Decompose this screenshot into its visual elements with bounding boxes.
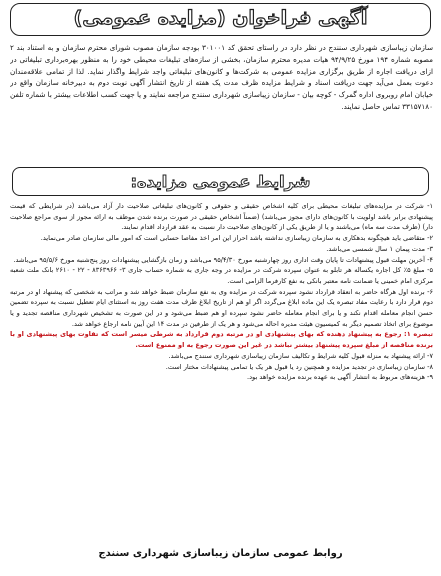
condition-note: تبصره ۱: رجوع به پیشنهاد دهنده که بهای پیشنهادی او در مرتبه دوم قرارداد به شرطی میسر است که تفاوت بهای پیشنهادی او با برنده مناقصه از مبلغ سپرده پیشنهاد بیشتر نباشد در غیر این صورت رجوع به او ممنوع است. [10, 330, 433, 350]
page-title: آگهی فراخوان (مزایده عمومی) [73, 7, 368, 29]
condition-item: ۱- شرکت در مزایده‌های تبلیغات محیطی برای کلیه اشخاص حقیقی و حقوقی و کانون‌های تبلیغاتی صلاحیت دار آزاد می‌باشد (در شرایطی که قیمت پیشنهادی برابر باشد اولویت با کانون‌های دارای مجوز می‌باشد) (ضمناً اشخاص حقیقی در صورت برنده شدن موظف به ارائه مجوز از سوی مراجع صلاحیت دار) (ظرف مدت سه ماه) می‌باشند و یا از طریق یکی از کانون‌های صلاحیت دار نسبت به عقد قرارداد اقدام نمایند. [10, 202, 433, 232]
condition-item: ۷- ارائه پیشنهاد به منزله قبول کلیه شرایط و تکالیف سازمان زیباسازی شهرداری سنندج می‌باشد. [168, 351, 433, 360]
conditions-title: شرایط عمومی مزایده: [130, 172, 311, 191]
condition-item: ۳- مدت پیمان ۱ سال شمسی می‌باشد. [326, 244, 433, 253]
condition-item: ۹- هزینه‌های مربوط به انتشار آگهی به عهده برنده مزایده خواهد بود. [247, 373, 433, 382]
condition-item: ۴- آخرین مهلت قبول پیشنهادات تا پایان وقت اداری روز چهارشنبه مورخ ۹۵/۴/۳۰ می‌باشد و زمان بازگشایی پیشنهادات روز پنج‌شنبه مورخ ۹۵/۵/۶ می‌باشد. [13, 255, 433, 264]
condition-item: ۲- متقاضی باید هیچگونه بدهکاری به سازمان زیباسازی نداشته باشد احراز این امر اخذ مفاصا حسابی است که امور مالی سازمان صادر می‌نماید. [40, 234, 433, 243]
condition-item: ۵- مبلغ ۵٪ کل اجاره یکساله هر تابلو به عنوان سپرده شرکت در مزایده در وجه جاری به شماره حساب جاری ۳- ۸۳۶۳۹۶۶ - ۲۲ - ۲۶۱۰ بانک ملت شعبه مرکزی امام خمینی یا ضمانت نامه معتبر بانکی به نفع کارفرما الزامی است. [10, 266, 433, 285]
condition-item: ۸- سازمان زیباسازی در تجدید مزایده و همچنین رد یا قبول هر یک یا تمامی پیشنهادات مختار است. [165, 362, 433, 371]
condition-item: ۶- برنده اول هرگاه حاضر به انعقاد قرارداد نشود سپرده شرکت در مزایده وی به نفع سازمان ضبط خواهد شد و مراتب به شخصی که پیشنهاد او در مرتبه دوم قرار دارد با رعایت مفاد تبصره یک این ماده ابلاغ می‌گردد اگر او هم از تاریخ ابلاغ ظرف مدت هفت روز به استثنای ایام تعطیل نسبت به سپرده تضمین حسن انجام معامله اقدام نکند و یا برای انجام معامله حاضر نشود سپرده او هم ضبط می‌شود و در این صورت به تشخیص شهرداری مناقصه تجدید و یا موضوع برای اتخاذ تصمیم دیگر به کمیسیون هیئت مدیره احاله می‌شود و هر یک از طرفین در مدت ۱۴ این آیین نامه ارجاع خواهد شد. [10, 287, 433, 328]
intro-paragraph: سازمان زیباسازی شهرداری سنندج در نظر دارد در راستای تحقق کد ۳۰۱۰۰۱ بودجه سازمان مصوب شورای محترم سازمان و به استناد بند ۲ مصوبه شماره ۱۹۴ مورخ ۹۴/۹/۲۵ هیات مدیره محترم سازمان، بخشی از سازه‌های تبلیغات محیطی خود را به منظور بهره‌برداری تبلیغاتی در ازای دریافت اجاره از طریق برگزاری مزایده عمومی به شرکت‌ها و کانون‌های تبلیغاتی واجد شرایط واگذار نماید. لذا از تمامی علاقه‌مندان دعوت بعمل می‌آید جهت دریافت اسناد و شرایط مزایده ظرف مدت یک هفته از تاریخ انتشار آگهی نوبت دوم به دبیرخانه سازمان واقع در خیابان امام روبروی اداره گمرک - کوچه بیان - سازمان زیباسازی شهرداری سنندج مراجعه نمایند و یا جهت کسب اطلاعات بیشتر با شماره تلفن ۳۳۱۵۷۱۸۰ تماس حاصل نمایند. [10, 43, 433, 111]
footer-signature: روابط عمومی سازمان زیباسازی شهرداری سنندج [98, 548, 343, 559]
title-frame [10, 3, 431, 36]
conditions-list [10, 201, 433, 539]
conditions-title-frame [12, 167, 429, 196]
